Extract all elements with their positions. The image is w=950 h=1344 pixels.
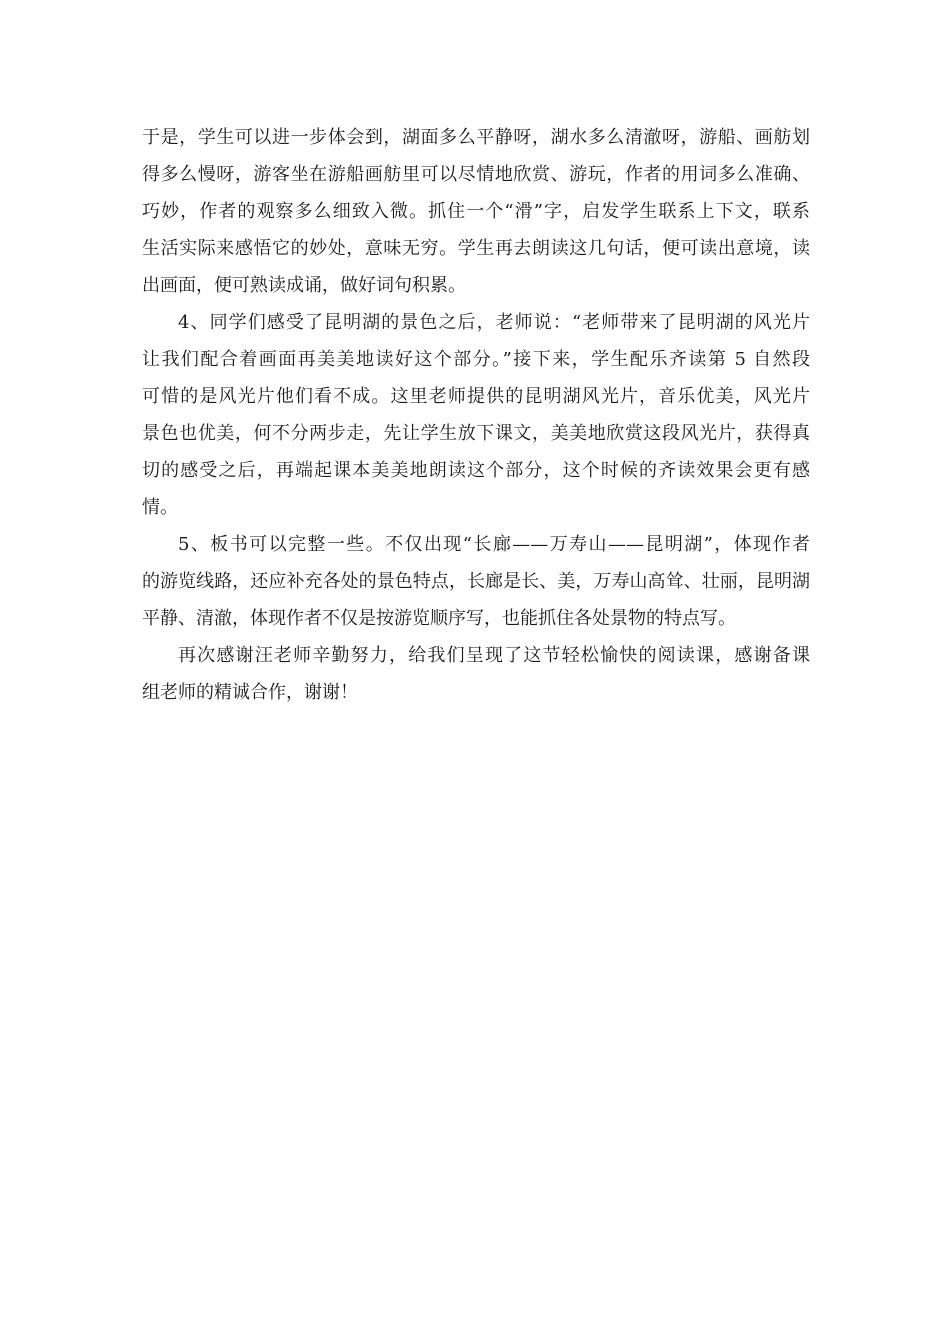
text-line: 4、同学们感受了昆明湖的景色之后，老师说：“老师带来了昆明湖的风光片 <box>178 312 810 333</box>
text-line: 组老师的精诚合作，谢谢！ <box>142 682 358 703</box>
text-line: 得多么慢呀，游客坐在游船画舫里可以尽情地欣赏、游玩，作者的用词多么准确、 <box>142 164 810 185</box>
text-line: 于是，学生可以进一步体会到，湖面多么平静呀，湖水多么清澈呀，游船、画舫划 <box>142 127 810 148</box>
text-line: 生活实际来感悟它的妙处，意味无穷。学生再去朗读这几句话，便可读出意境，读 <box>142 238 810 259</box>
text-line: 可惜的是风光片他们看不成。这里老师提供的昆明湖风光片，音乐优美，风光片 <box>142 386 810 407</box>
text-line: 切的感受之后，再端起课本美美地朗读这个部分，这个时候的齐读效果会更有感 <box>142 460 810 481</box>
text-line: 的游览线路，还应补充各处的景色特点，长廊是长、美，万寿山高耸、壮丽，昆明湖 <box>142 571 810 592</box>
text-line: 情。 <box>142 497 178 518</box>
text-line: 让我们配合着画面再美美地读好这个部分。”接下来，学生配乐齐读第 5 自然段 <box>142 349 810 370</box>
document-body <box>142 119 810 711</box>
paragraph-2 <box>142 304 810 526</box>
paragraph-1 <box>142 119 810 304</box>
paragraph-4 <box>142 637 810 711</box>
paragraph-3 <box>142 526 810 637</box>
text-line: 平静、清澈，体现作者不仅是按游览顺序写，也能抓住各处景物的特点写。 <box>142 608 736 629</box>
text-line: 出画面，便可熟读成诵，做好词句积累。 <box>142 275 466 296</box>
text-line: 5、板书可以完整一些。不仅出现“长廊——万寿山——昆明湖”，体现作者 <box>178 534 810 555</box>
text-line: 巧妙，作者的观察多么细致入微。抓住一个“滑”字，启发学生联系上下文，联系 <box>142 201 810 222</box>
text-line: 再次感谢汪老师辛勤努力，给我们呈现了这节轻松愉快的阅读课，感谢备课 <box>178 645 810 666</box>
text-line: 景色也优美，何不分两步走，先让学生放下课文，美美地欣赏这段风光片，获得真 <box>142 423 810 444</box>
